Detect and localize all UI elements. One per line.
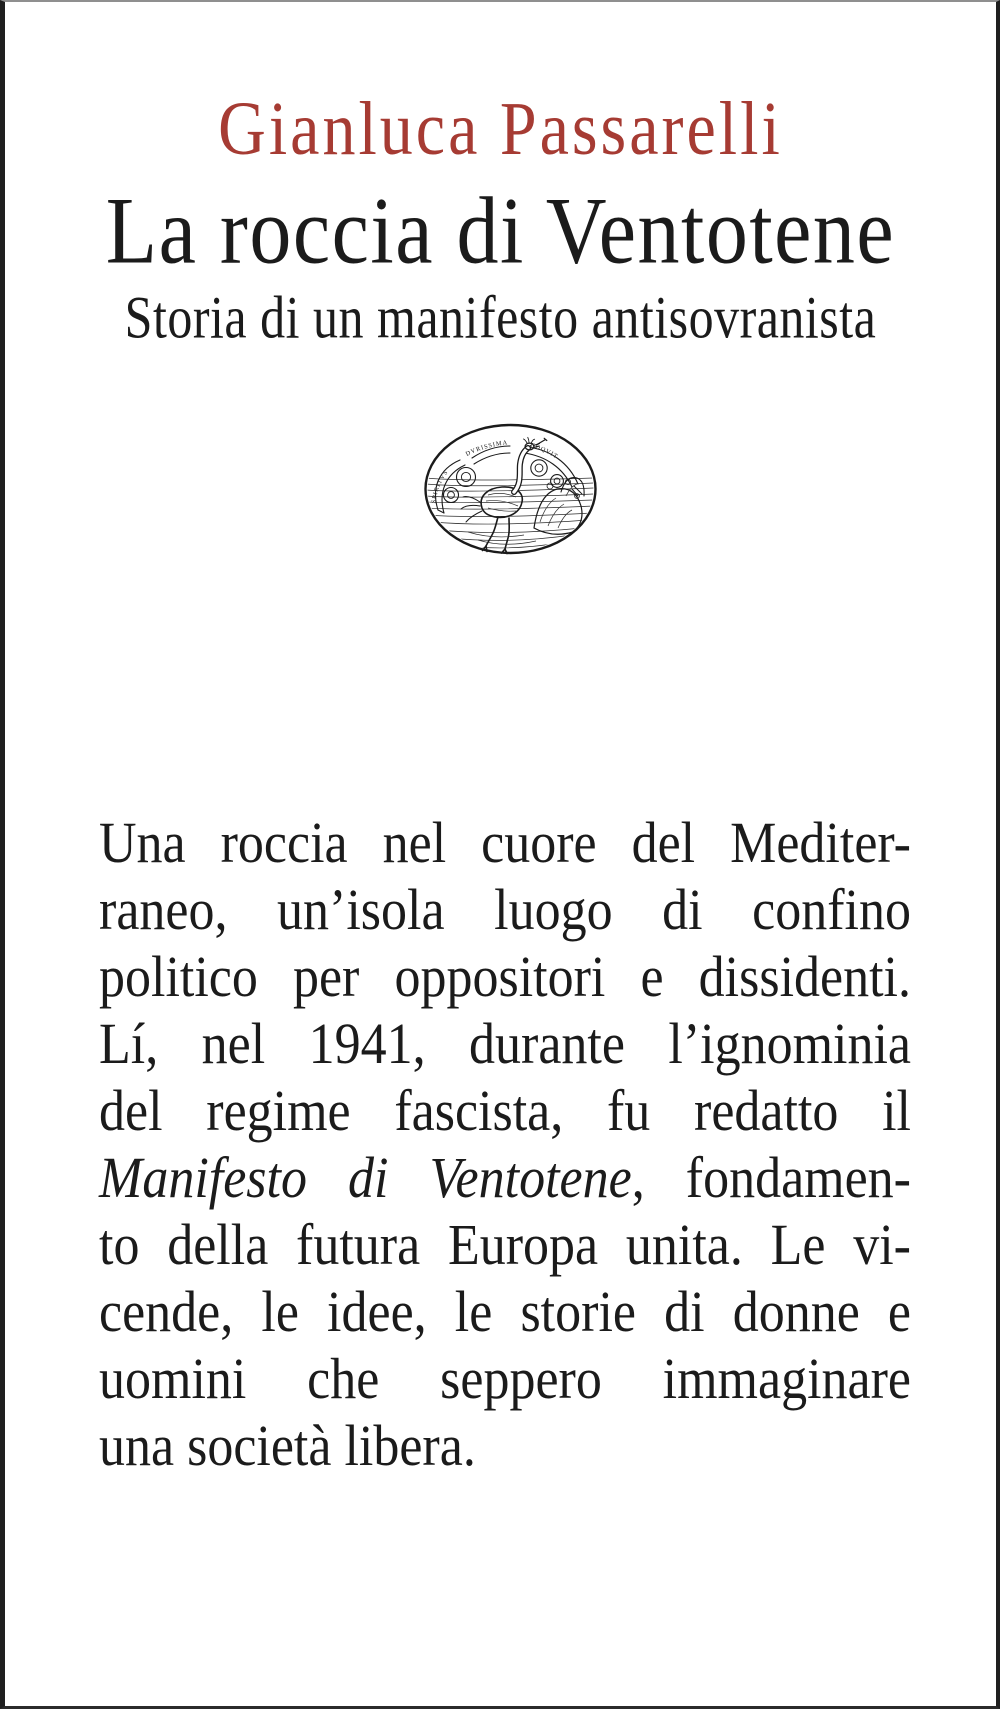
author-name: Gianluca Passarelli: [218, 87, 783, 172]
description-line: politico per oppositori e dissidenti.: [99, 945, 911, 1010]
svg-text:SPIRITVS: [430, 469, 449, 504]
description-line: to della futura Europa unita. Le vi-: [99, 1213, 911, 1278]
motto-left: SPIRITVS: [430, 468, 450, 504]
sea-hatching: [426, 478, 594, 548]
description-line: raneo, un’isola luogo di confino: [99, 878, 911, 943]
motto-right: COQVIT: [529, 441, 560, 461]
book-title: La roccia di Ventotene: [105, 178, 896, 285]
book-subtitle: Storia di un manifesto antisovranista: [124, 283, 877, 351]
description-line: Una roccia nel cuore del Mediter-: [99, 811, 911, 876]
description-line: Lí, nel 1941, durante l’ignominia: [99, 1012, 911, 1077]
svg-text:COQVIT: [529, 442, 559, 461]
rocks: [534, 478, 584, 535]
ostrich-emblem-icon: [422, 422, 599, 556]
description-text: [99, 810, 911, 1480]
description-line: del regime fascista, fu redatto il: [99, 1079, 911, 1144]
description-line: uomini che seppero immaginare: [99, 1347, 911, 1412]
description-line: Manifesto di Ventotene, fondamen-: [99, 1146, 911, 1211]
motto-top: DVRISSIMA: [464, 439, 509, 458]
description-line: cende, le idee, le storie di donne e: [99, 1280, 911, 1345]
description-line: una società libera.: [99, 1414, 476, 1479]
svg-text:DVRISSIMA: [465, 439, 509, 458]
publisher-emblem: [422, 422, 599, 556]
